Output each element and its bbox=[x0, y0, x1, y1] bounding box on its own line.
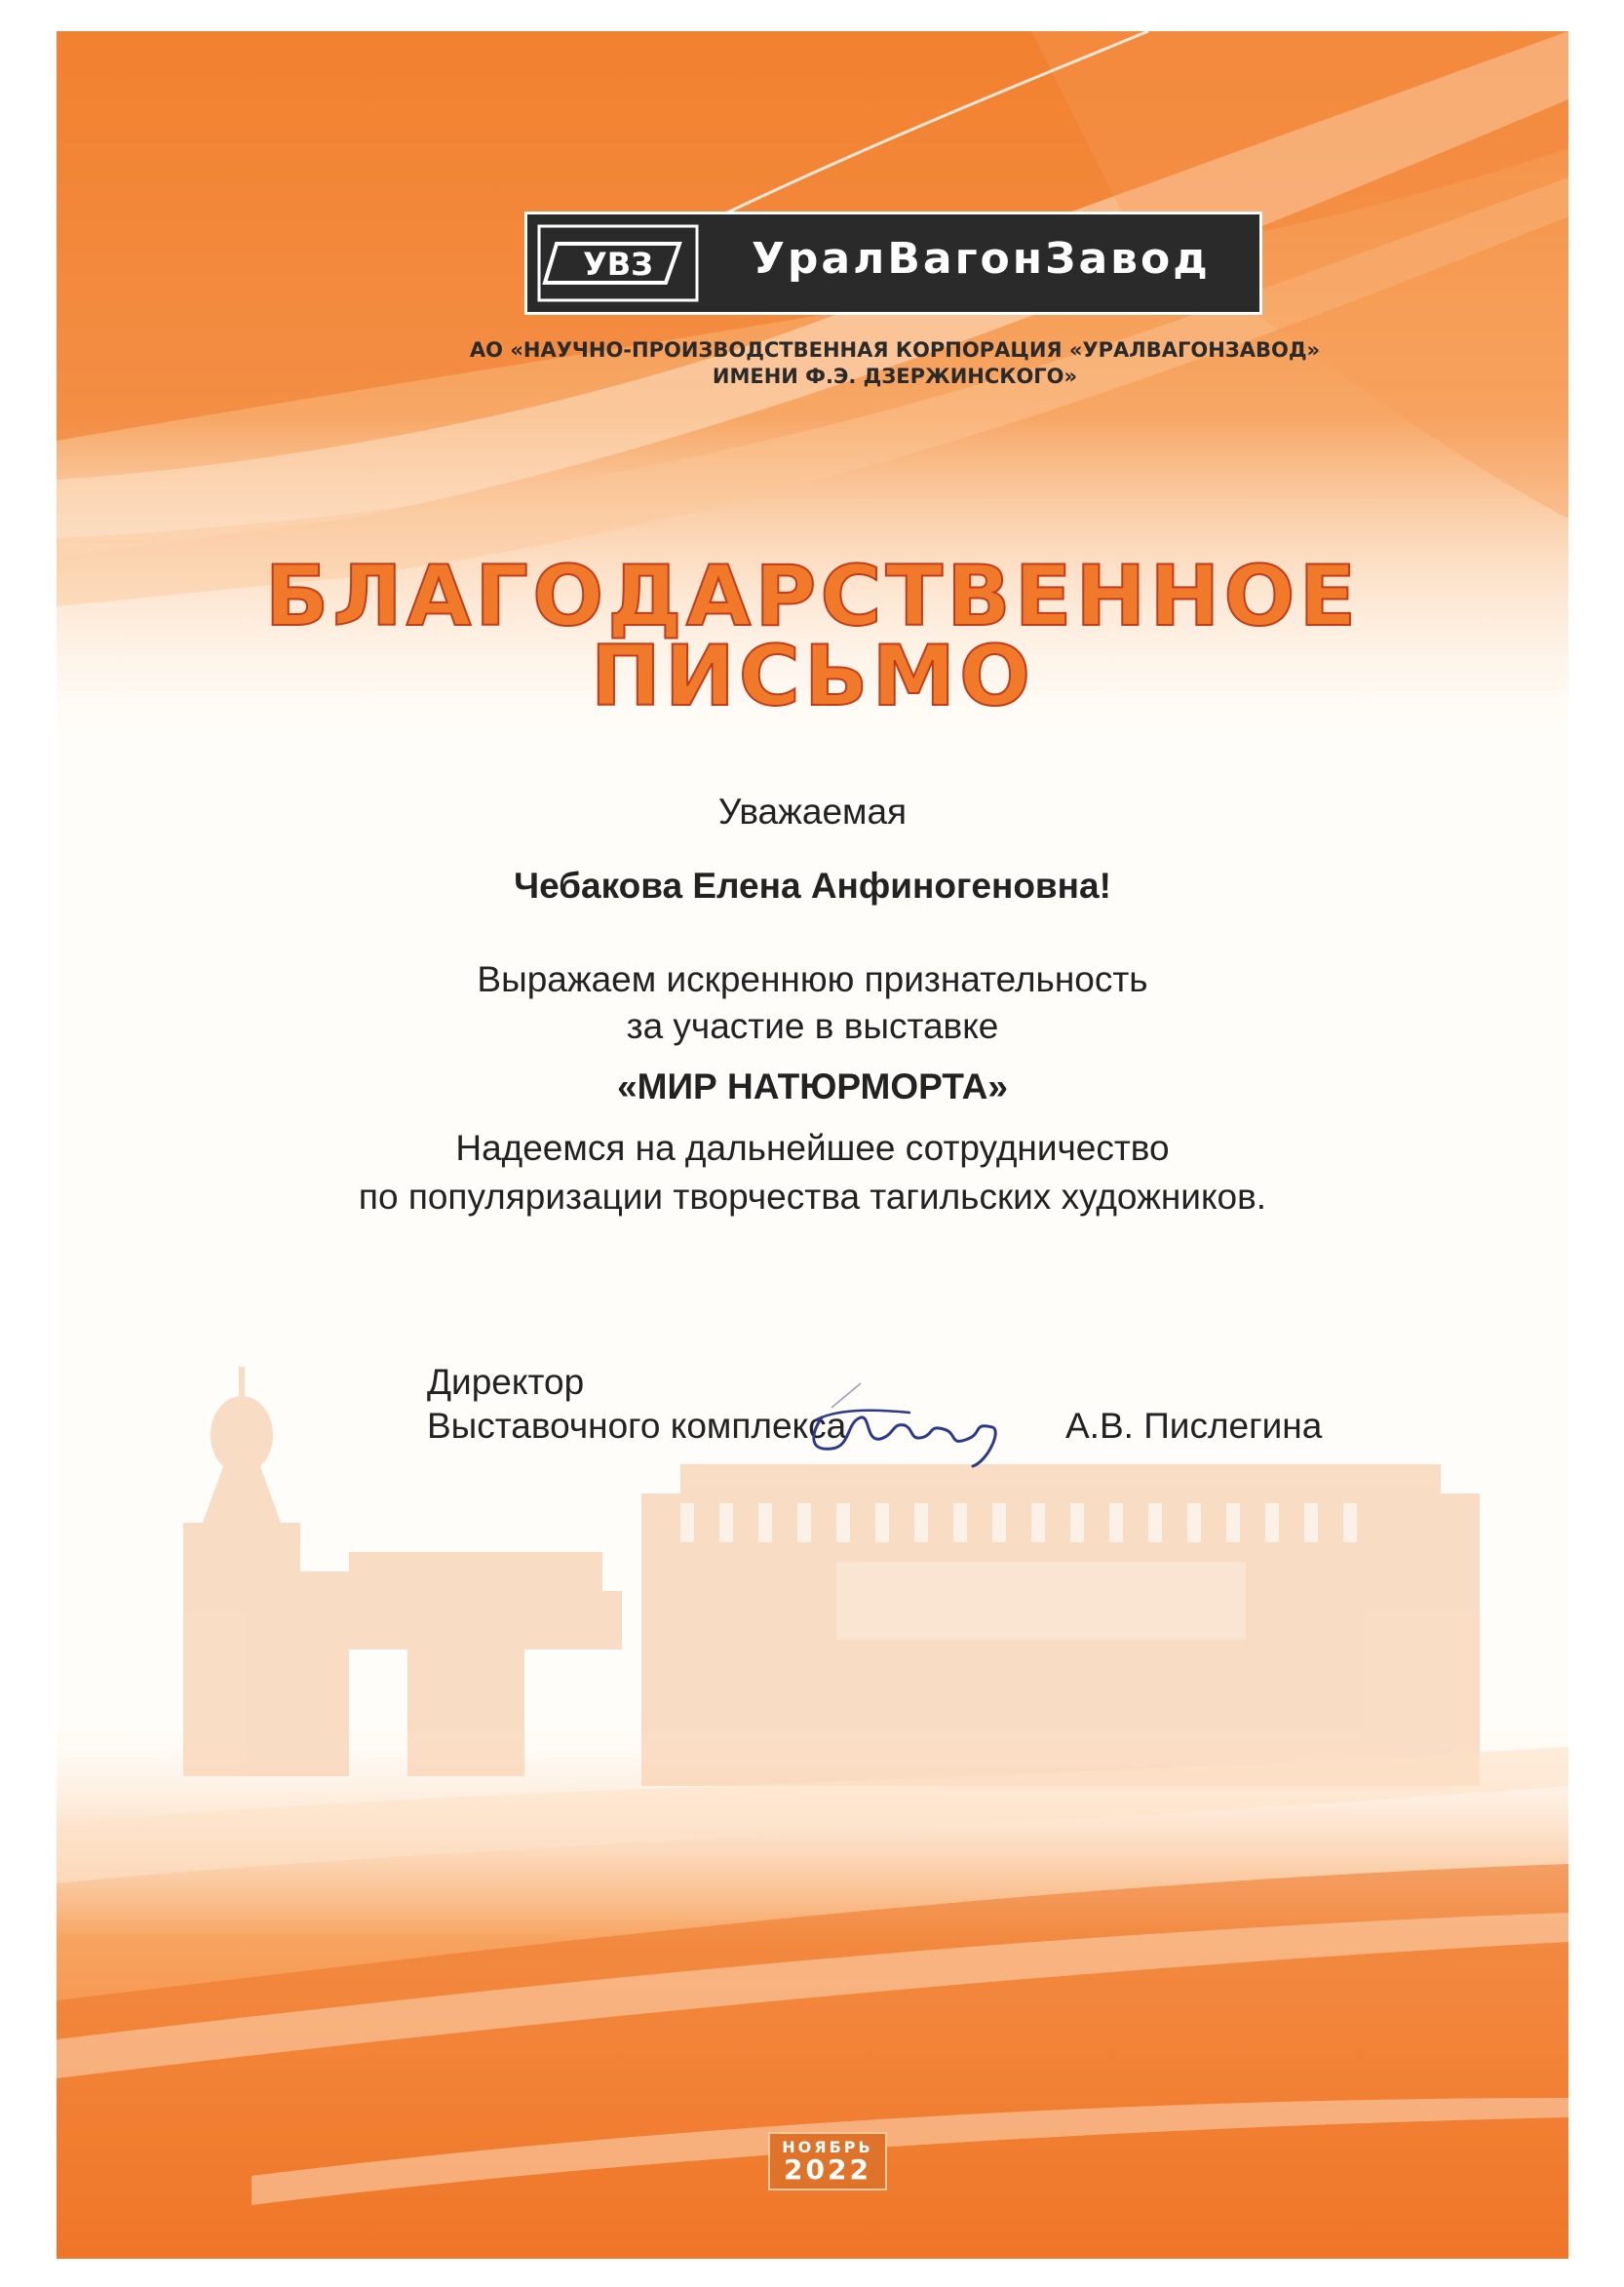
salutation: Уважаемая bbox=[717, 792, 908, 832]
letter-title-line2: ПИСЬМО bbox=[590, 628, 1035, 725]
date-month: НОЯБРЬ bbox=[782, 2138, 873, 2156]
recipient-name: Чебакова Елена Анфиногеновна! bbox=[514, 866, 1111, 906]
letter-frame bbox=[57, 31, 1568, 2259]
signer-position-line1: Директор bbox=[427, 1362, 585, 1402]
body-text-line2: за участие в выставке bbox=[626, 1006, 999, 1046]
company-name: УралВагонЗавод bbox=[752, 234, 1211, 284]
body-text-line4: по популяризации творчества тагильских художников. bbox=[358, 1177, 1267, 1217]
letter-title-line1: БЛАГОДАРСТВЕННОЕ bbox=[264, 548, 1361, 645]
org-name-line2: ИМЕНИ Ф.Э. ДЗЕРЖИНСКОГО» bbox=[712, 365, 1078, 388]
body-text-line3: Надеемся на дальнейшее сотрудничество bbox=[455, 1128, 1170, 1168]
exhibition-name: «МИР НАТЮРМОРТА» bbox=[617, 1066, 1008, 1106]
signer-name: А.В. Пислегина bbox=[1065, 1406, 1323, 1446]
date-year: 2022 bbox=[784, 2153, 871, 2186]
company-logo bbox=[524, 212, 1262, 315]
uvz-logo-icon bbox=[537, 224, 699, 302]
body-text-line1: Выражаем искреннюю признательность bbox=[477, 959, 1148, 999]
date-badge bbox=[768, 2132, 887, 2190]
signer-position-line2: Выставочного комплекса bbox=[427, 1406, 847, 1446]
svg-text:УВЗ: УВЗ bbox=[583, 246, 653, 283]
handwritten-signature bbox=[802, 1378, 1017, 1471]
org-name-line1: АО «НАУЧНО-ПРОИЗВОДСТВЕННАЯ КОРПОРАЦИЯ «УРАЛВАГОНЗАВОД» bbox=[469, 338, 1321, 362]
